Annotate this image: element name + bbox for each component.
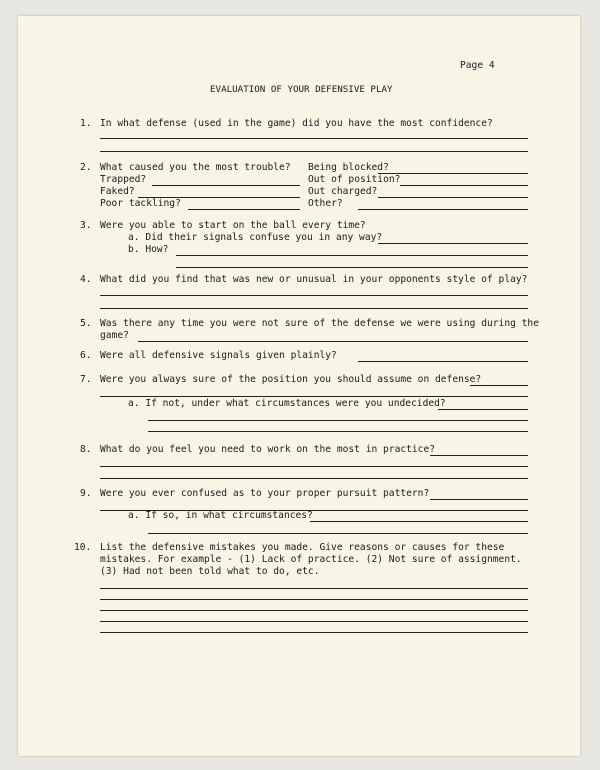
sub-question-text: a. If so, in what circumstances? [128, 510, 313, 521]
answer-line[interactable] [430, 455, 528, 456]
answer-line[interactable] [310, 521, 528, 522]
answer-line[interactable] [100, 151, 528, 152]
document-page [18, 16, 580, 756]
question-number: 3. [80, 220, 92, 231]
question-text: Were all defensive signals given plainly? [100, 350, 337, 361]
question-text: Were you able to start on the ball every time? [100, 220, 366, 231]
answer-line[interactable] [100, 466, 528, 467]
answer-line[interactable] [138, 341, 528, 342]
answer-line[interactable] [152, 185, 300, 186]
question-text: Were you always sure of the position you should assume on defense? [100, 374, 482, 385]
answer-label: Being blocked? [308, 162, 389, 173]
answer-line[interactable] [148, 420, 528, 421]
question-number: 9. [80, 488, 92, 499]
sub-question-text: a. Did their signals confuse you in any way? [128, 232, 383, 243]
answer-line[interactable] [100, 396, 528, 397]
question-number: 6. [80, 350, 92, 361]
answer-line[interactable] [438, 409, 528, 410]
answer-line[interactable] [148, 533, 528, 534]
answer-line[interactable] [100, 308, 528, 309]
answer-line[interactable] [188, 209, 300, 210]
answer-label: Other? [308, 198, 343, 209]
answer-line[interactable] [176, 267, 528, 268]
answer-line[interactable] [100, 599, 528, 600]
answer-label: Out of position? [308, 174, 401, 185]
page-number: Page 4 [460, 60, 495, 71]
sub-question-text: a. If not, under what circumstances were you undecided? [128, 398, 446, 409]
answer-line[interactable] [358, 361, 528, 362]
answer-line[interactable] [100, 632, 528, 633]
question-number: 2. [80, 162, 92, 173]
question-text: What caused you the most trouble? [100, 162, 291, 173]
question-text: What do you feel you need to work on the most in practice? [100, 444, 436, 455]
answer-line[interactable] [400, 185, 528, 186]
answer-line[interactable] [470, 385, 528, 386]
answer-label: Trapped? [100, 174, 147, 185]
answer-label: Out charged? [308, 186, 378, 197]
answer-line[interactable] [100, 478, 528, 479]
answer-line[interactable] [378, 243, 528, 244]
answer-line[interactable] [100, 621, 528, 622]
answer-line[interactable] [358, 209, 528, 210]
answer-line[interactable] [148, 431, 528, 432]
question-text: (3) Had not been told what to do, etc. [100, 566, 320, 577]
answer-line[interactable] [378, 173, 528, 174]
question-text: Were you ever confused as to your proper pursuit pattern? [100, 488, 430, 499]
question-number: 5. [80, 318, 92, 329]
question-text: mistakes. For example - (1) Lack of practice. (2) Not sure of assignment. [100, 554, 522, 565]
question-text: In what defense (used in the game) did you have the most confidence? [100, 118, 493, 129]
question-number: 4. [80, 274, 92, 285]
question-text: What did you find that was new or unusual in your opponents style of play? [100, 274, 528, 285]
answer-label: Poor tackling? [100, 198, 181, 209]
question-text: List the defensive mistakes you made. Give reasons or causes for these [100, 542, 505, 553]
answer-line[interactable] [100, 588, 528, 589]
page-title: EVALUATION OF YOUR DEFENSIVE PLAY [210, 84, 393, 95]
question-text: Was there any time you were not sure of the defense we were using during the [100, 318, 539, 329]
question-number: 1. [80, 118, 92, 129]
answer-line[interactable] [430, 499, 528, 500]
answer-line[interactable] [100, 295, 528, 296]
sub-question-text: b. How? [128, 244, 169, 255]
question-text: game? [100, 330, 129, 341]
answer-line[interactable] [176, 255, 528, 256]
question-number: 10. [74, 542, 92, 553]
answer-label: Faked? [100, 186, 135, 197]
answer-line[interactable] [378, 197, 528, 198]
question-number: 7. [80, 374, 92, 385]
question-number: 8. [80, 444, 92, 455]
answer-line[interactable] [100, 610, 528, 611]
answer-line[interactable] [100, 138, 528, 139]
